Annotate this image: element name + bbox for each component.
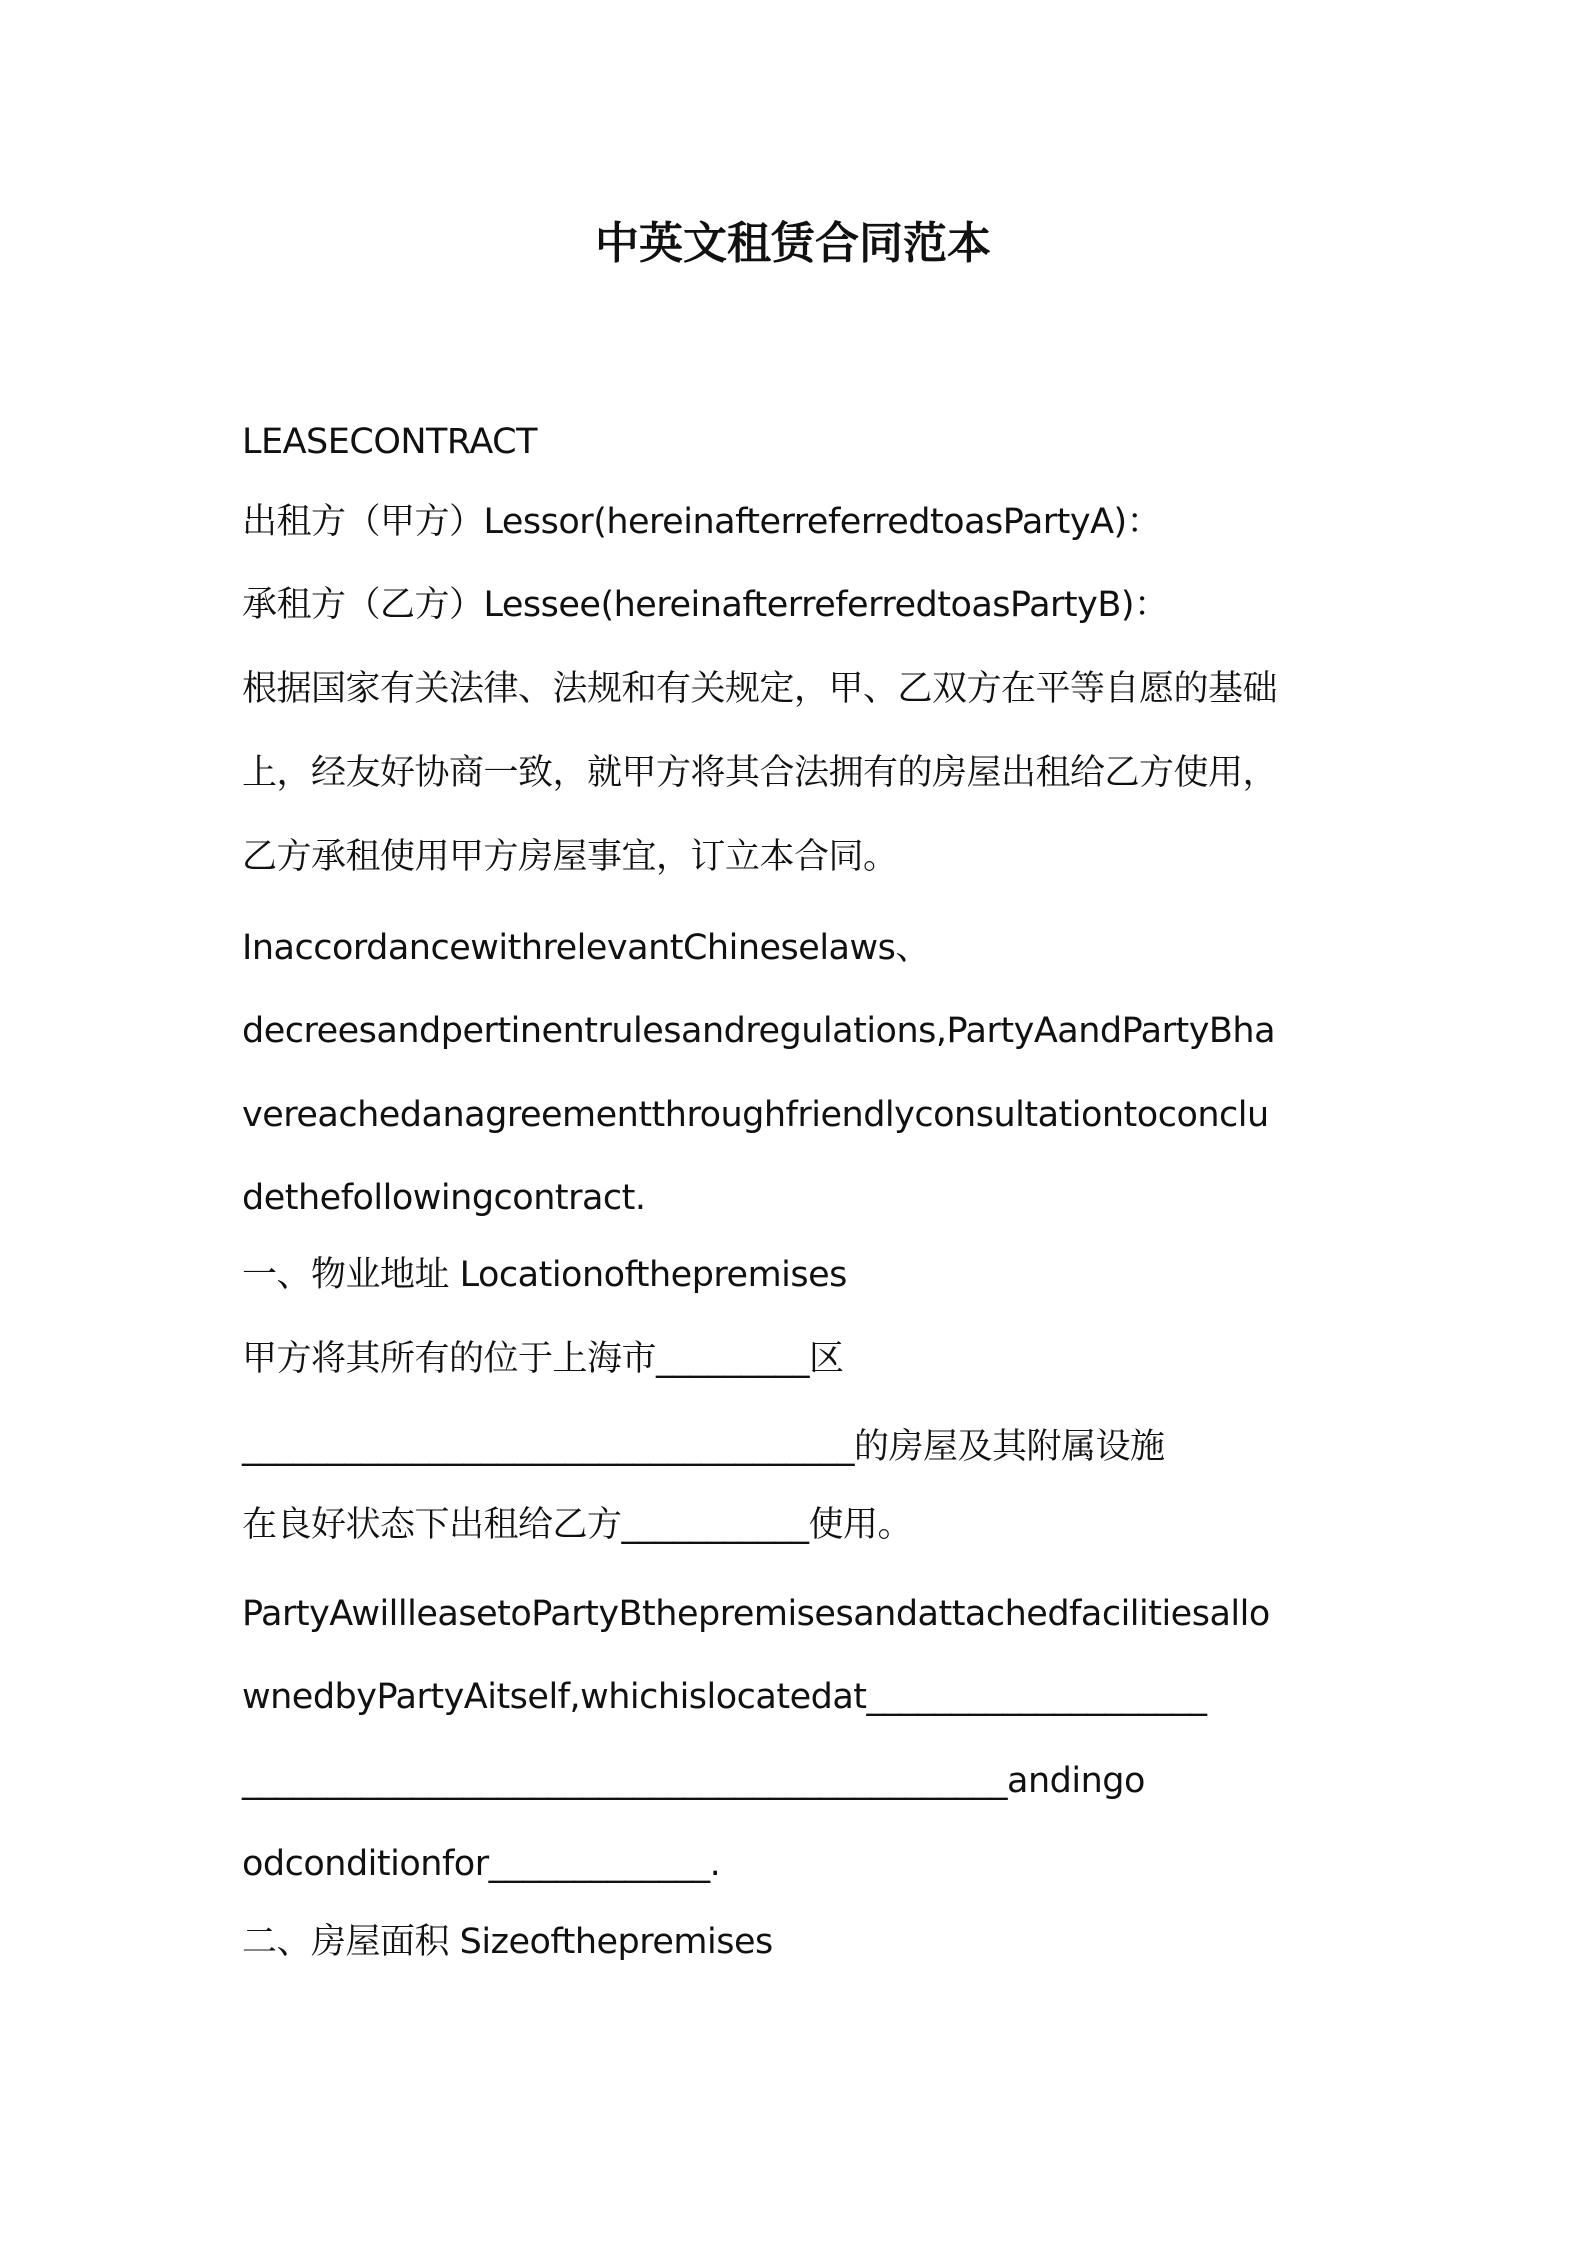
section-1-cn-line-1: 甲方将其所有的位于上海市_________区 [242,1339,844,1379]
preamble-en-line-1: InaccordancewithrelevantChineselaws、 [242,928,930,968]
section-2-heading: 二、房屋面积 Sizeofthepremises [242,1922,773,1962]
preamble-en-line-4: dethefollowingcontract. [242,1178,646,1218]
section-1-en-line-3: _____________________________________________andingo [242,1761,1145,1801]
section-1-cn-line-2: ____________________________________的房屋及其附属设施 [242,1427,1165,1467]
preamble-cn-line-1: 根据国家有关法律、法规和有关规定，甲、乙双方在平等自愿的基础 [242,669,1278,709]
lessee-line: 承租方（乙方）Lessee(hereinafterreferredtoasPartyB)： [242,585,1169,625]
lessor-line: 出租方（甲方）Lessor(hereinafterreferredtoasPartyA)： [242,502,1162,542]
contract-heading: LEASECONTRACT [242,422,537,462]
document-title: 中英文租赁合同范本 [595,218,991,269]
section-1-en-line-2: wnedbyPartyAitself,whichislocatedat____________________ [242,1677,1207,1717]
section-1-heading: 一、物业地址 Locationofthepremises [242,1255,847,1295]
section-1-cn-line-3: 在良好状态下出租给乙方___________使用。 [242,1505,913,1545]
preamble-en-line-3: vereachedanagreementthroughfriendlyconsultationtoconclu [242,1095,1269,1135]
preamble-en-line-2: decreesandpertinentrulesandregulations,PartyAandPartyBha [242,1011,1276,1051]
section-1-en-line-1: PartyAwillleasetoPartyBthepremisesandattachedfacilitiesallo [242,1594,1270,1634]
section-1-en-line-4: odconditionfor_____________. [242,1844,721,1884]
preamble-cn-line-2: 上，经友好协商一致，就甲方将其合法拥有的房屋出租给乙方使用， [242,753,1278,793]
preamble-cn-line-3: 乙方承租使用甲方房屋事宜，订立本合同。 [242,837,898,877]
